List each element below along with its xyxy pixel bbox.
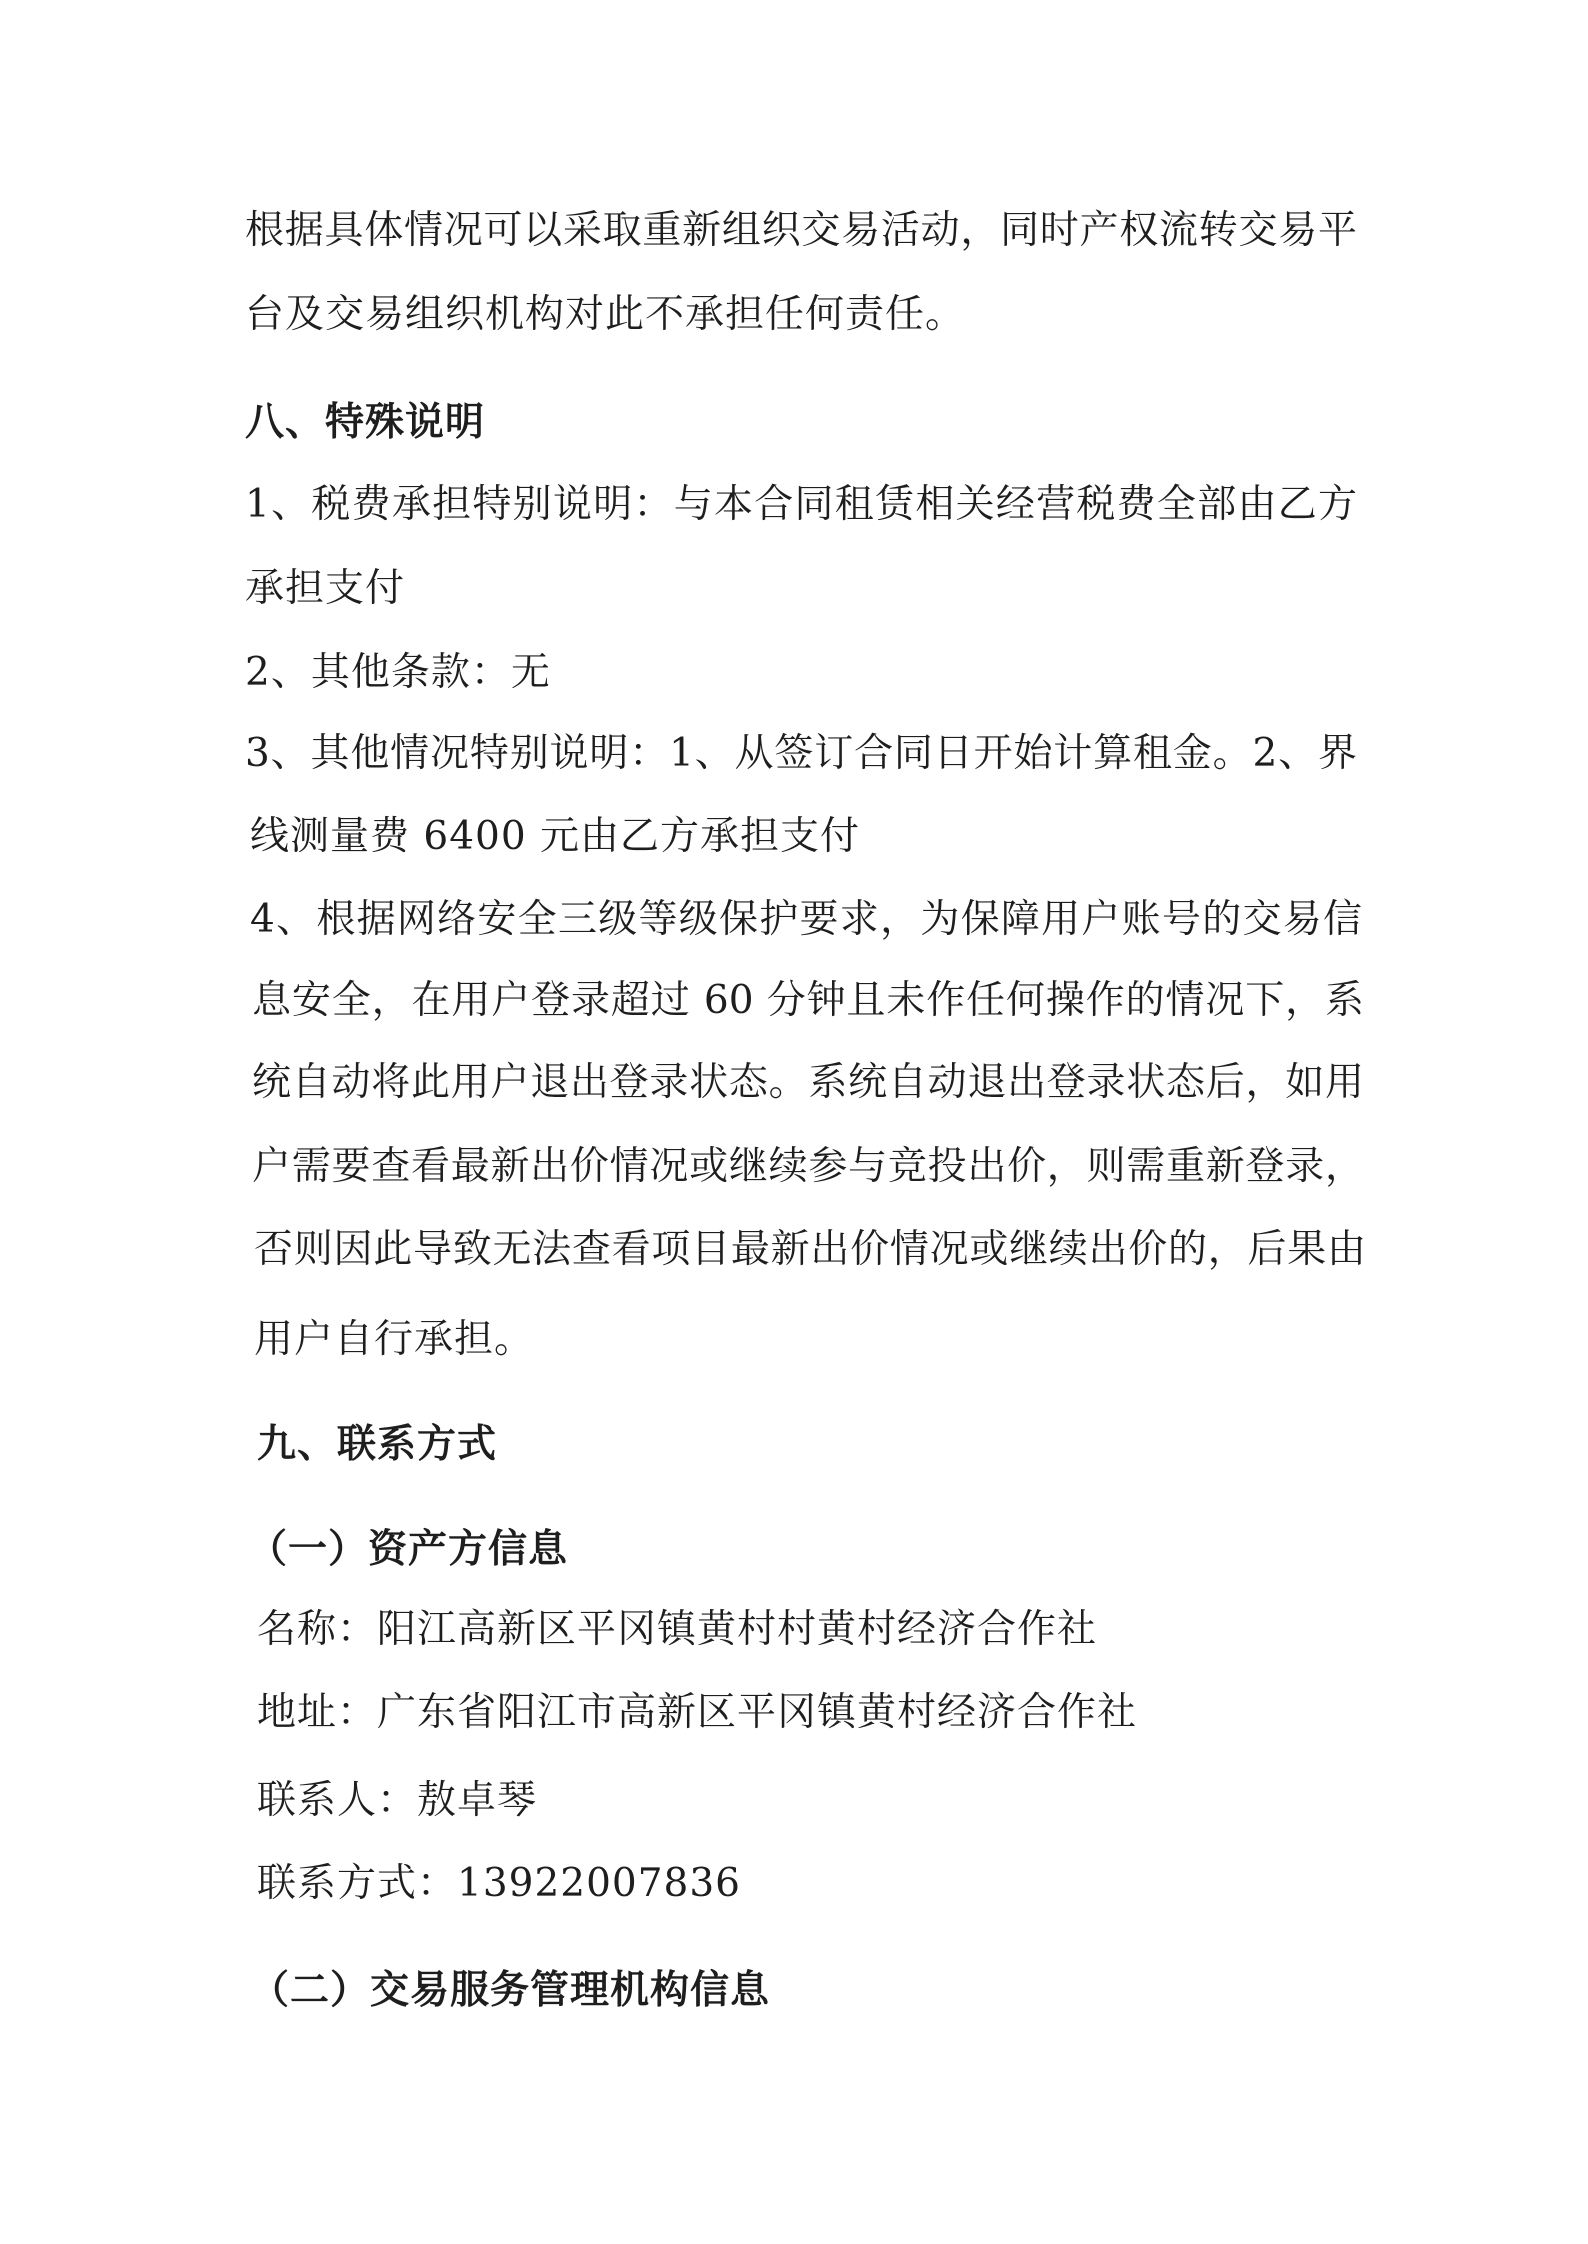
- asset-name: 名称：阳江高新区平冈镇黄村村黄村经济合作社: [257, 1607, 1098, 1652]
- item-line: 承担支付: [245, 566, 406, 611]
- item-line: 否则因此导致无法查看项目最新出价情况或继续出价的，后果由: [254, 1227, 1366, 1272]
- contact-phone: 联系方式：13922007836: [257, 1861, 741, 1906]
- subsection-heading: （二）交易服务管理机构信息: [250, 1967, 771, 2013]
- item-line: 用户自行承担。: [254, 1317, 535, 1362]
- section-heading: 八、特殊说明: [245, 399, 486, 445]
- item-line: 统自动将此用户退出登录状态。系统自动退出登录状态后，如用: [252, 1060, 1364, 1105]
- item-line: 1、税费承担特别说明：与本合同租赁相关经营税费全部由乙方: [245, 482, 1357, 527]
- item-line: 息安全，在用户登录超过 60 分钟且未作任何操作的情况下，系: [252, 978, 1364, 1023]
- item-line: 3、其他情况特别说明：1、从签订合同日开始计算租金。2、界: [245, 731, 1357, 776]
- item-line: 4、根据网络安全三级等级保护要求，为保障用户账号的交易信: [250, 897, 1362, 942]
- asset-address: 地址：广东省阳江市高新区平冈镇黄村经济合作社: [257, 1690, 1138, 1735]
- item-line: 户需要查看最新出价情况或继续参与竞投出价，则需重新登录，: [252, 1144, 1364, 1189]
- item-line: 线测量费 6400 元由乙方承担支付: [250, 814, 861, 859]
- section-heading: 九、联系方式: [257, 1421, 498, 1467]
- subsection-heading: （一）资产方信息: [248, 1526, 569, 1572]
- paragraph-line: 台及交易组织机构对此不承担任何责任。: [245, 292, 966, 337]
- contact-person: 联系人：敖卓琴: [257, 1778, 538, 1823]
- item-line: 2、其他条款：无: [245, 650, 551, 695]
- paragraph-line: 根据具体情况可以采取重新组织交易活动，同时产权流转交易平: [245, 208, 1357, 253]
